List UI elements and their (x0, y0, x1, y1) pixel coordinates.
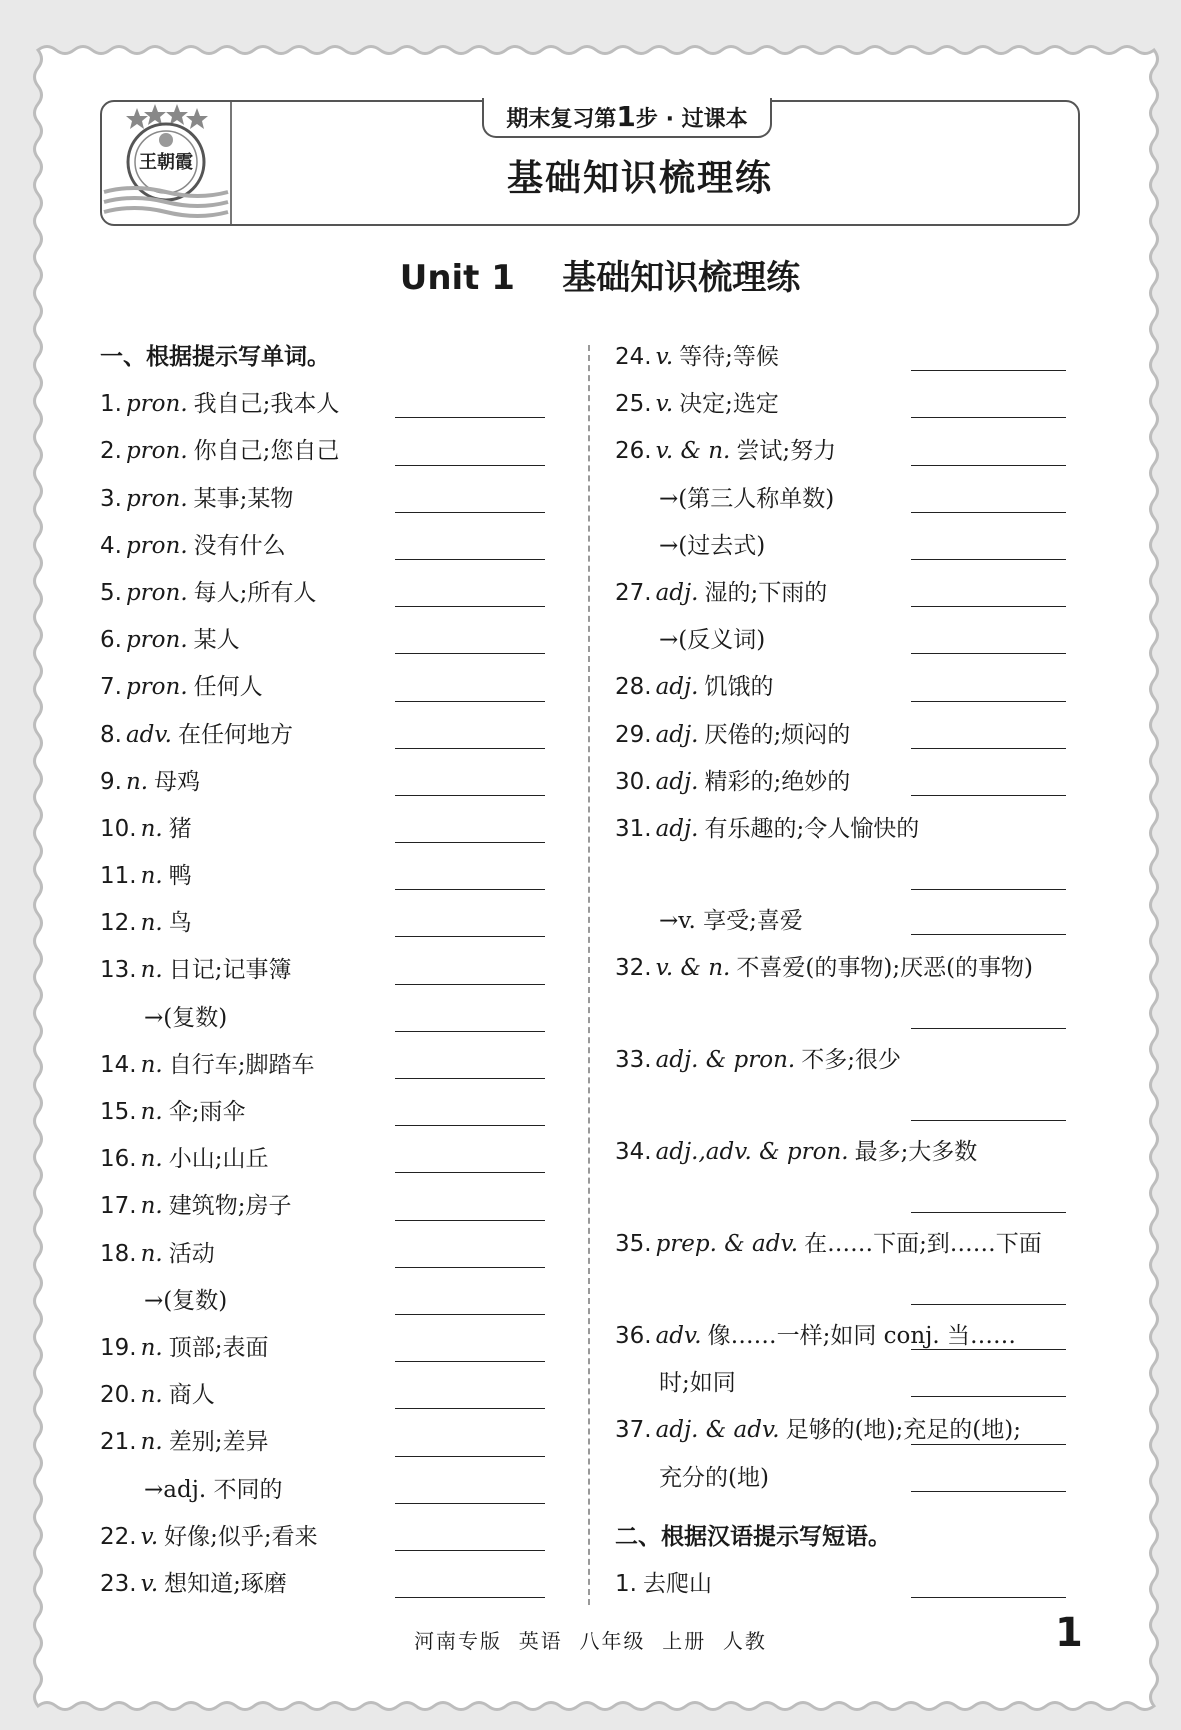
answer-blank[interactable] (911, 1304, 1066, 1305)
part-of-speech: n. (140, 1240, 163, 1267)
exercise-line (100, 533, 286, 559)
exercise-row (100, 712, 550, 759)
exercise-line (100, 1193, 291, 1219)
answer-blank[interactable] (395, 1125, 545, 1126)
exercise-row (100, 1372, 550, 1419)
exercise-row (100, 570, 550, 617)
item-number: 20. (100, 1382, 137, 1409)
answer-blank[interactable] (911, 1444, 1066, 1445)
exercise-line (615, 945, 1033, 992)
exercise-line (100, 580, 316, 606)
item-number: 25. (615, 391, 652, 418)
part-of-speech: n. (140, 957, 163, 984)
part-of-speech: adv. (655, 1323, 702, 1350)
item-meaning: 我自己;我本人 (193, 391, 340, 418)
exercise-line (144, 1288, 227, 1314)
item-meaning: →(复数) (144, 1004, 228, 1031)
item-number: 35. (615, 1231, 652, 1258)
exercise-line (100, 1099, 245, 1125)
exercise-line (615, 806, 919, 853)
answer-blank[interactable] (395, 1456, 545, 1457)
exercise-line (615, 391, 779, 417)
item-number: 1. (100, 391, 122, 418)
exercise-row (100, 1278, 550, 1325)
item-number: 22. (100, 1523, 137, 1550)
phrase-hint: 去爬山 (642, 1571, 712, 1597)
answer-blank[interactable] (395, 1408, 545, 1409)
part-of-speech: v. (140, 1523, 159, 1550)
item-meaning: 小山;山丘 (168, 1146, 269, 1173)
item-meaning: 顶部;表面 (168, 1334, 269, 1361)
part-of-speech: pron. (125, 485, 188, 512)
part-of-speech: pron. (125, 674, 188, 701)
item-number: 34. (615, 1139, 652, 1166)
item-meaning: 鸟 (168, 910, 192, 937)
item-number: 14. (100, 1051, 137, 1078)
exercise-row (100, 853, 550, 900)
exercise-line (615, 1323, 1016, 1349)
exercise-line (100, 1524, 318, 1550)
answer-blank[interactable] (911, 889, 1066, 890)
item-meaning: 充分的(地) (659, 1464, 769, 1491)
part-of-speech: adv. (125, 721, 172, 748)
exercise-row (100, 1136, 550, 1183)
item-number: 27. (615, 579, 652, 606)
answer-blank[interactable] (395, 606, 545, 607)
exercise-row (100, 1467, 550, 1514)
item-number: 5. (100, 579, 122, 606)
exercise-line (615, 1037, 901, 1084)
answer-blank[interactable] (395, 1314, 545, 1315)
review-step-tab (482, 98, 772, 138)
item-meaning: 足够的(地);充足的(地); (785, 1417, 1021, 1444)
item-number: 15. (100, 1099, 137, 1125)
answer-blank[interactable] (395, 1550, 545, 1551)
exercise-row (100, 759, 550, 806)
part-of-speech: v. & n. (655, 438, 731, 465)
item-meaning: 伞;雨伞 (168, 1099, 246, 1125)
exercise-row (615, 476, 1080, 523)
item-number: 18. (100, 1240, 137, 1267)
item-number: 1. (615, 1571, 637, 1597)
exercise-line (100, 1146, 268, 1172)
exercise-row (100, 664, 550, 711)
item-meaning: 某事;某物 (193, 485, 294, 512)
item-meaning: 湿的;下雨的 (704, 579, 828, 606)
item-number: 28. (615, 674, 652, 701)
answer-blank[interactable] (911, 559, 1066, 560)
column-divider (588, 345, 590, 1605)
exercise-row (100, 1514, 550, 1561)
part-of-speech: prep. & adv. (655, 1231, 799, 1258)
answer-blank[interactable] (395, 748, 545, 749)
part-of-speech: v. & n. (655, 955, 731, 982)
answer-blank[interactable] (395, 1503, 545, 1504)
exercise-row (615, 334, 1080, 381)
answer-blank[interactable] (911, 512, 1066, 513)
item-number: 11. (100, 863, 137, 890)
item-meaning: 某人 (193, 627, 240, 654)
exercise-row (615, 1455, 1080, 1502)
right-column (615, 334, 1080, 1608)
exercise-row (615, 1313, 1080, 1360)
item-number: 19. (100, 1334, 137, 1361)
exercise-row (615, 759, 1080, 806)
part-of-speech: n. (140, 910, 163, 937)
footer-text: 河南专版 英语 八年级 上册 人教 (414, 1629, 767, 1653)
exercise-row (615, 1221, 1080, 1313)
part-of-speech: adj. (655, 815, 699, 842)
exercise-line (100, 769, 200, 795)
publisher-logo (100, 100, 232, 226)
exercise-line (144, 1477, 282, 1503)
exercise-line (615, 344, 779, 370)
item-meaning: 饥饿的 (704, 674, 774, 701)
exercise-line (100, 957, 291, 983)
answer-blank[interactable] (395, 1172, 545, 1173)
exercise-line (100, 816, 192, 842)
exercise-line (100, 438, 339, 464)
part-of-speech: v. (655, 344, 674, 370)
exercise-line (100, 486, 293, 512)
part-of-speech: adj. & adv. (655, 1417, 780, 1444)
part-of-speech: adj. & pron. (655, 1047, 796, 1074)
part-of-speech: n. (140, 1146, 163, 1173)
item-meaning: 鸭 (168, 863, 192, 890)
exercise-line (100, 1382, 215, 1408)
exercise-line (659, 486, 834, 512)
item-meaning: 时;如同 (659, 1370, 736, 1397)
exercise-line (659, 1370, 736, 1396)
item-number: 2. (100, 438, 122, 465)
left-column (100, 334, 550, 1608)
item-meaning: 不多;很少 (801, 1047, 901, 1074)
exercise-row (615, 617, 1080, 664)
answer-blank[interactable] (395, 465, 545, 466)
exercise-row (100, 1561, 550, 1608)
logo-divider (230, 102, 232, 224)
exercise-line (615, 580, 827, 606)
part-of-speech: n. (125, 768, 149, 795)
exercise-line (615, 1221, 1042, 1268)
exercise-line (659, 627, 765, 653)
item-meaning: 不喜爱(的事物);厌恶(的事物) (736, 955, 1034, 982)
exercise-line (659, 908, 803, 934)
exercise-row (100, 476, 550, 523)
item-number: 13. (100, 957, 137, 984)
answer-blank[interactable] (911, 795, 1066, 796)
item-meaning: 在……下面;到……下面 (804, 1231, 1042, 1258)
exercise-row (100, 617, 550, 664)
exercise-row (615, 1129, 1080, 1221)
exercise-line (100, 627, 240, 653)
answer-blank[interactable] (911, 1349, 1066, 1350)
item-number: 6. (100, 627, 122, 654)
svg-text:王朝霞: 王朝霞 (139, 152, 193, 173)
item-number: 3. (100, 485, 122, 512)
answer-blank[interactable] (911, 1597, 1066, 1598)
part-of-speech: adj. (655, 768, 699, 795)
answer-blank[interactable] (911, 465, 1066, 466)
exercise-row (615, 898, 1080, 945)
item-meaning: 决定;选定 (679, 391, 779, 418)
item-number: 16. (100, 1146, 137, 1173)
item-number: 10. (100, 815, 137, 842)
answer-blank[interactable] (911, 1028, 1066, 1029)
item-number: 26. (615, 438, 652, 465)
page-number: 1 (1055, 1610, 1083, 1656)
answer-blank[interactable] (395, 1031, 545, 1032)
answer-blank[interactable] (395, 889, 545, 890)
answer-blank[interactable] (395, 1597, 545, 1598)
unit-title: Unit 1 基础知识梳理练 (399, 258, 801, 298)
item-number: 9. (100, 768, 122, 795)
item-meaning: →v. 享受;喜爱 (659, 907, 803, 934)
answer-blank[interactable] (911, 606, 1066, 607)
part-of-speech: pron. (125, 391, 188, 418)
exercise-row (615, 1037, 1080, 1129)
part-of-speech: adj.,adv. & pron. (655, 1139, 849, 1166)
item-meaning: 日记;记事簿 (168, 957, 292, 984)
exercise-row (100, 1089, 550, 1136)
answer-blank[interactable] (911, 748, 1066, 749)
answer-blank[interactable] (395, 1361, 545, 1362)
part-of-speech: n. (140, 863, 163, 890)
item-meaning: 母鸡 (154, 768, 201, 795)
exercise-line (100, 674, 263, 700)
item-number: 7. (100, 674, 122, 701)
item-meaning: 尝试;努力 (736, 438, 837, 465)
answer-blank[interactable] (911, 934, 1066, 935)
exercise-line (659, 1465, 769, 1491)
answer-blank[interactable] (911, 1396, 1066, 1397)
answer-blank[interactable] (911, 1212, 1066, 1213)
part-of-speech: pron. (125, 532, 188, 559)
exercise-line (659, 533, 765, 559)
section-gap (615, 1502, 1080, 1514)
part-of-speech: n. (140, 1429, 163, 1456)
item-meaning: 最多;大多数 (854, 1139, 978, 1166)
part-of-speech: n. (140, 1099, 163, 1125)
tab-prefix: 期末复习第 (506, 107, 617, 132)
item-meaning: 想知道;琢磨 (164, 1570, 287, 1597)
answer-blank[interactable] (395, 984, 545, 985)
exercise-row (100, 381, 550, 428)
exercise-line (615, 674, 773, 700)
section-2-title: 二、根据汉语提示写短语。 (615, 1523, 891, 1550)
item-number: 36. (615, 1323, 652, 1350)
exercise-row (615, 570, 1080, 617)
item-number: 23. (100, 1570, 137, 1597)
exercise-line (100, 391, 339, 417)
item-meaning: 好像;似乎;看来 (164, 1523, 318, 1550)
item-meaning: 建筑物;房子 (168, 1193, 292, 1220)
exercise-row (615, 1407, 1080, 1454)
item-meaning: 每人;所有人 (193, 579, 317, 606)
item-number: 30. (615, 768, 652, 795)
item-number: 4. (100, 532, 122, 559)
header-title: 基础知识梳理练 (506, 158, 773, 199)
answer-blank[interactable] (911, 701, 1066, 702)
part-of-speech: pron. (125, 438, 188, 465)
item-number: 12. (100, 910, 137, 937)
exercise-row (100, 995, 550, 1042)
part-of-speech: adj. (655, 674, 699, 701)
part-of-speech: n. (140, 1382, 163, 1409)
exercise-row (100, 428, 550, 475)
answer-blank[interactable] (911, 1491, 1066, 1492)
item-meaning: 没有什么 (193, 532, 286, 559)
item-meaning: 商人 (168, 1382, 215, 1409)
item-meaning: 像……一样;如同 conj. 当…… (707, 1323, 1016, 1350)
item-number: 17. (100, 1193, 137, 1220)
item-meaning: →adj. 不同的 (144, 1476, 283, 1503)
answer-blank[interactable] (911, 653, 1066, 654)
item-meaning: 猪 (168, 815, 192, 842)
answer-blank[interactable] (911, 417, 1066, 418)
item-meaning: →(反义词) (659, 627, 766, 654)
exercise-row (615, 664, 1080, 711)
part-of-speech: n. (140, 815, 163, 842)
exercise-line (100, 863, 192, 889)
item-number: 29. (615, 721, 652, 748)
answer-blank[interactable] (395, 1220, 545, 1221)
part-of-speech: pron. (125, 627, 188, 654)
item-meaning: 有乐趣的;令人愉快的 (704, 815, 920, 842)
answer-blank[interactable] (395, 701, 545, 702)
exercise-line (144, 1005, 227, 1031)
part-of-speech: n. (140, 1334, 163, 1361)
item-meaning: 活动 (168, 1240, 215, 1267)
item-meaning: 任何人 (193, 674, 263, 701)
exercise-line (100, 1335, 268, 1361)
item-meaning: 你自己;您自己 (193, 438, 340, 465)
exercise-row (100, 1419, 550, 1466)
exercise-line (100, 1052, 314, 1078)
exercise-line (615, 1417, 1021, 1443)
answer-blank[interactable] (395, 1267, 545, 1268)
exercise-row (615, 806, 1080, 898)
exercise-row (615, 381, 1080, 428)
exercise-row (615, 712, 1080, 759)
answer-blank[interactable] (911, 370, 1066, 371)
item-meaning: →(第三人称单数) (659, 485, 835, 512)
exercise-line (615, 1129, 977, 1176)
part-of-speech: adj. (655, 721, 699, 748)
item-meaning: 自行车;脚踏车 (168, 1051, 315, 1078)
exercise-line (100, 910, 192, 936)
exercise-row (615, 428, 1080, 475)
item-meaning: 精彩的;绝妙的 (704, 768, 851, 795)
answer-blank[interactable] (395, 842, 545, 843)
exercise-row (100, 1183, 550, 1230)
part-of-speech: n. (140, 1051, 163, 1078)
item-meaning: →(复数) (144, 1287, 228, 1314)
exercise-row (615, 945, 1080, 1037)
part-of-speech: v. (140, 1570, 159, 1597)
tab-suffix: 步 · 过课本 (635, 107, 748, 132)
exercise-row (615, 1360, 1080, 1407)
exercise-row (100, 947, 550, 994)
item-meaning: 在任何地方 (177, 721, 293, 748)
answer-blank[interactable] (395, 936, 545, 937)
part-of-speech: n. (140, 1193, 163, 1220)
answer-blank[interactable] (395, 1078, 545, 1079)
exercise-line (100, 1571, 287, 1597)
answer-blank[interactable] (395, 653, 545, 654)
item-meaning: 等待;等候 (679, 344, 779, 370)
exercise-row (100, 523, 550, 570)
item-number: 21. (100, 1429, 137, 1456)
phrase-row (615, 1561, 1080, 1608)
exercise-row (100, 1325, 550, 1372)
item-meaning: →(过去式) (659, 532, 766, 559)
exercise-row (100, 1231, 550, 1278)
item-number: 8. (100, 721, 122, 748)
answer-blank[interactable] (395, 417, 545, 418)
exercise-row (100, 806, 550, 853)
answer-blank[interactable] (395, 559, 545, 560)
item-meaning: 厌倦的;烦闷的 (704, 721, 851, 748)
answer-blank[interactable] (911, 1120, 1066, 1121)
exercise-row (100, 1042, 550, 1089)
exercise-row (615, 523, 1080, 570)
answer-blank[interactable] (395, 512, 545, 513)
section-title: 一、根据提示写单词。 (100, 344, 330, 370)
exercise-row (100, 900, 550, 947)
tab-step-number: 1 (616, 100, 636, 133)
exercise-line (100, 722, 293, 748)
exercise-line (615, 769, 850, 795)
item-number: 32. (615, 955, 652, 982)
exercise-line (615, 438, 836, 464)
answer-blank[interactable] (395, 795, 545, 796)
part-of-speech: pron. (125, 579, 188, 606)
item-number: 24. (615, 344, 652, 370)
exercise-line (615, 722, 850, 748)
exercise-line (100, 1241, 215, 1267)
item-meaning: 差别;差异 (168, 1429, 269, 1456)
item-number: 31. (615, 815, 652, 842)
item-number: 37. (615, 1417, 652, 1444)
item-number: 33. (615, 1047, 652, 1074)
part-of-speech: v. (655, 391, 674, 418)
exercise-line (100, 1429, 268, 1455)
part-of-speech: adj. (655, 579, 699, 606)
